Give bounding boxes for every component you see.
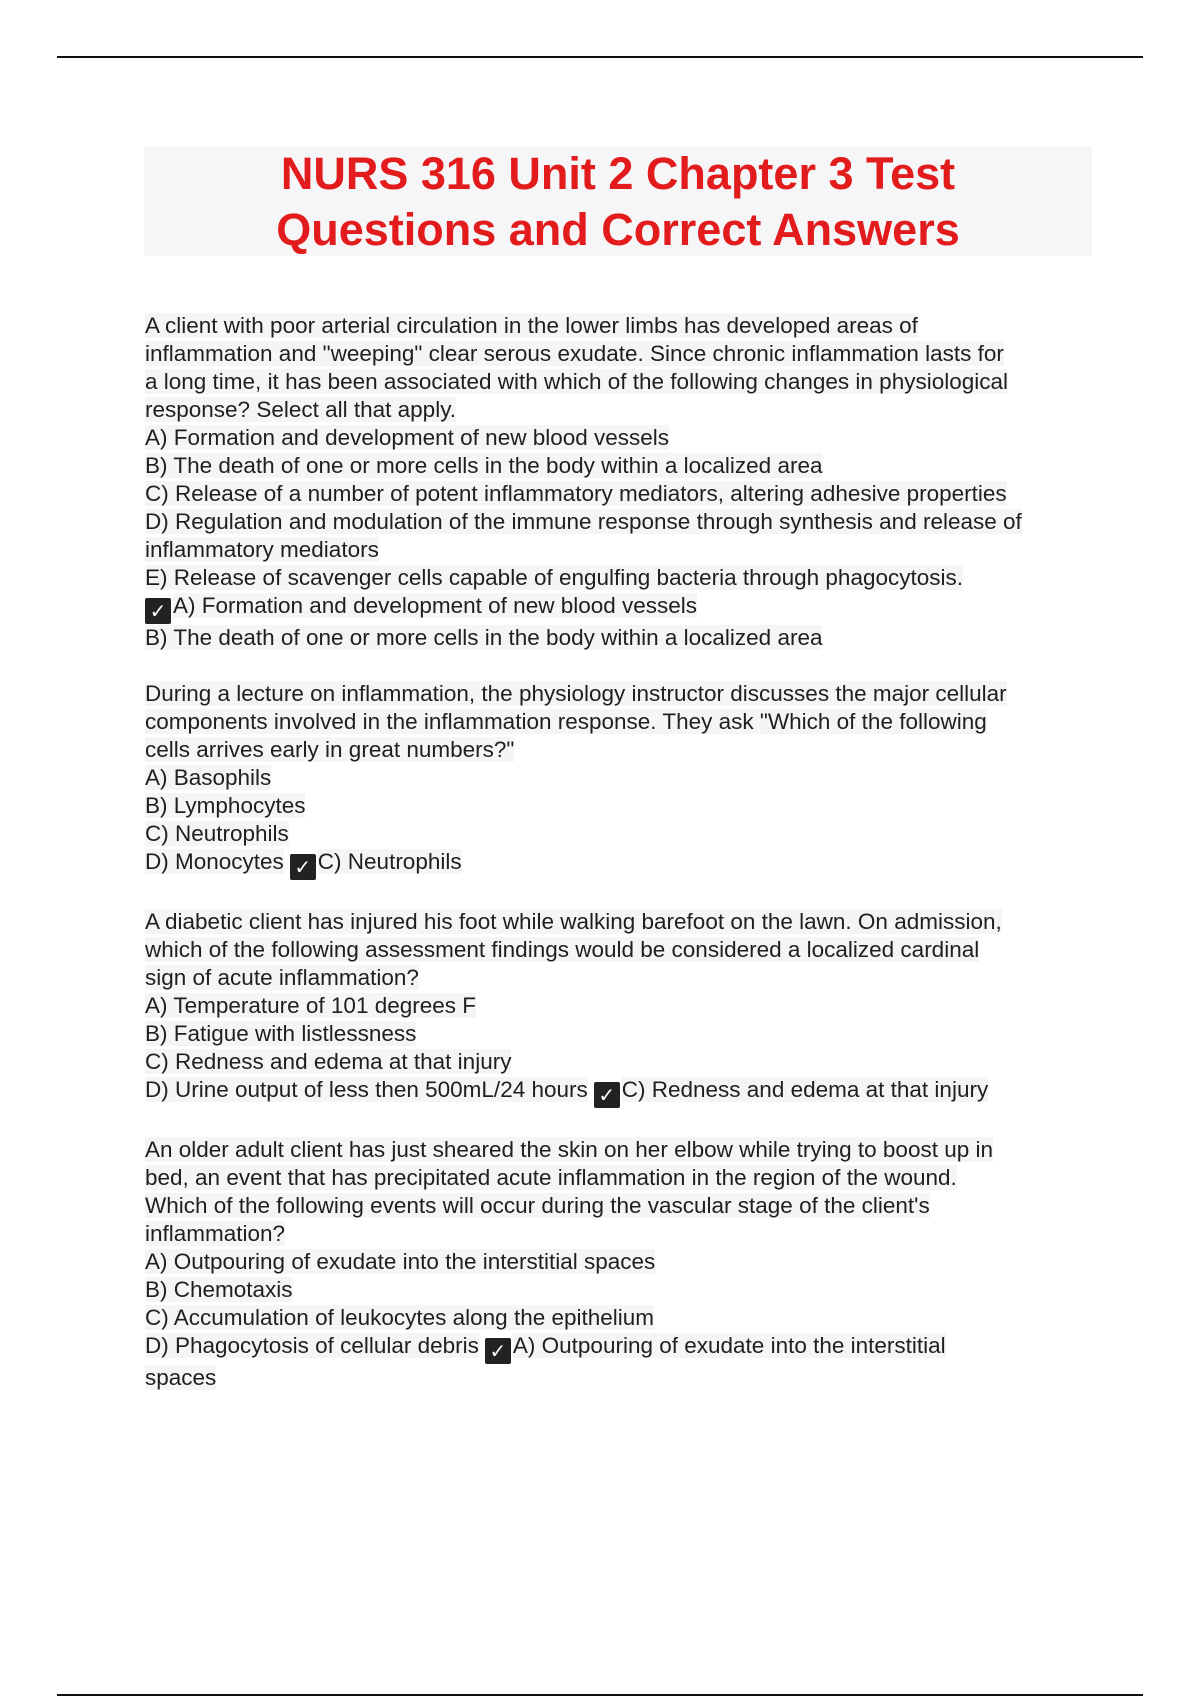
question-stem-line: which of the following assessment findings would be considered a localized cardinal	[145, 937, 980, 962]
question-stem-line: A client with poor arterial circulation in the lower limbs has developed areas of	[145, 313, 918, 338]
question-stem-line: inflammation?	[145, 1221, 286, 1246]
check-icon: ✓	[485, 1338, 511, 1364]
answer-option: B) Chemotaxis	[145, 1277, 293, 1302]
question-stem-line: Which of the following events will occur during the vascular stage of the client's	[145, 1193, 930, 1218]
bottom-rule	[57, 1694, 1143, 1696]
answer-option: A) Basophils	[145, 765, 272, 790]
answer-option: B) Fatigue with listlessness	[145, 1021, 417, 1046]
question-stem-line: bed, an event that has precipitated acute inflammation in the region of the wound.	[145, 1165, 957, 1190]
answer-option: C) Release of a number of potent inflammatory mediators, altering adhesive properties	[145, 481, 1007, 506]
answer-option: D) Phagocytosis of cellular debris	[145, 1333, 479, 1358]
answer-option: A) Formation and development of new blood vessels	[145, 425, 670, 450]
question-stem-line: components involved in the inflammation response. They ask "Which of the following	[145, 709, 987, 734]
question-4	[145, 1136, 1095, 1392]
answer-option: D) Regulation and modulation of the immune response through synthesis and release of	[145, 509, 1022, 534]
question-stem-line: response? Select all that apply.	[145, 397, 457, 422]
correct-answer: A) Outpouring of exudate into the interstitial	[512, 1333, 946, 1358]
correct-answer: A) Formation and development of new blood vessels	[173, 593, 698, 618]
question-2	[145, 680, 1095, 880]
correct-answer: C) Neutrophils	[317, 849, 462, 874]
answer-option: C) Neutrophils	[145, 821, 289, 846]
answer-option: C) Accumulation of leukocytes along the epithelium	[145, 1305, 655, 1330]
answer-option-continued: inflammatory mediators	[145, 537, 379, 562]
question-stem-line: sign of acute inflammation?	[145, 965, 419, 990]
question-stem-line: inflammation and "weeping" clear serous exudate. Since chronic inflammation lasts for	[145, 341, 1004, 366]
top-rule	[57, 56, 1143, 58]
document-title-line-2: Questions and Correct Answers	[276, 204, 960, 255]
question-stem-line: a long time, it has been associated with which of the following changes in physiological	[145, 369, 1009, 394]
question-stem-line: cells arrives early in great numbers?"	[145, 737, 515, 762]
correct-answer-extra: spaces	[145, 1365, 217, 1390]
question-stem-line: An older adult client has just sheared the skin on her elbow while trying to boost up in	[145, 1137, 994, 1162]
answer-option: A) Temperature of 101 degrees F	[145, 993, 477, 1018]
answer-option: B) Lymphocytes	[145, 793, 306, 818]
check-icon: ✓	[594, 1082, 620, 1108]
questions-body	[145, 312, 1095, 1420]
answer-option: D) Monocytes	[145, 849, 284, 874]
correct-answer-extra: B) The death of one or more cells in the body within a localized area	[145, 625, 823, 650]
title-banner	[144, 146, 1092, 256]
answer-option: C) Redness and edema at that injury	[145, 1049, 512, 1074]
correct-answer: C) Redness and edema at that injury	[621, 1077, 989, 1102]
check-icon: ✓	[145, 598, 171, 624]
answer-option: D) Urine output of less then 500mL/24 hours	[145, 1077, 588, 1102]
answer-option: A) Outpouring of exudate into the interstitial spaces	[145, 1249, 656, 1274]
check-icon: ✓	[290, 854, 316, 880]
question-stem-line: During a lecture on inflammation, the physiology instructor discusses the major cellular	[145, 681, 1007, 706]
question-3	[145, 908, 1095, 1108]
answer-option: E) Release of scavenger cells capable of engulfing bacteria through phagocytosis.	[145, 565, 963, 590]
question-stem-line: A diabetic client has injured his foot while walking barefoot on the lawn. On admission,	[145, 909, 1002, 934]
answer-option: B) The death of one or more cells in the body within a localized area	[145, 453, 823, 478]
question-1	[145, 312, 1095, 652]
document-title-line-1: NURS 316 Unit 2 Chapter 3 Test	[280, 148, 956, 199]
